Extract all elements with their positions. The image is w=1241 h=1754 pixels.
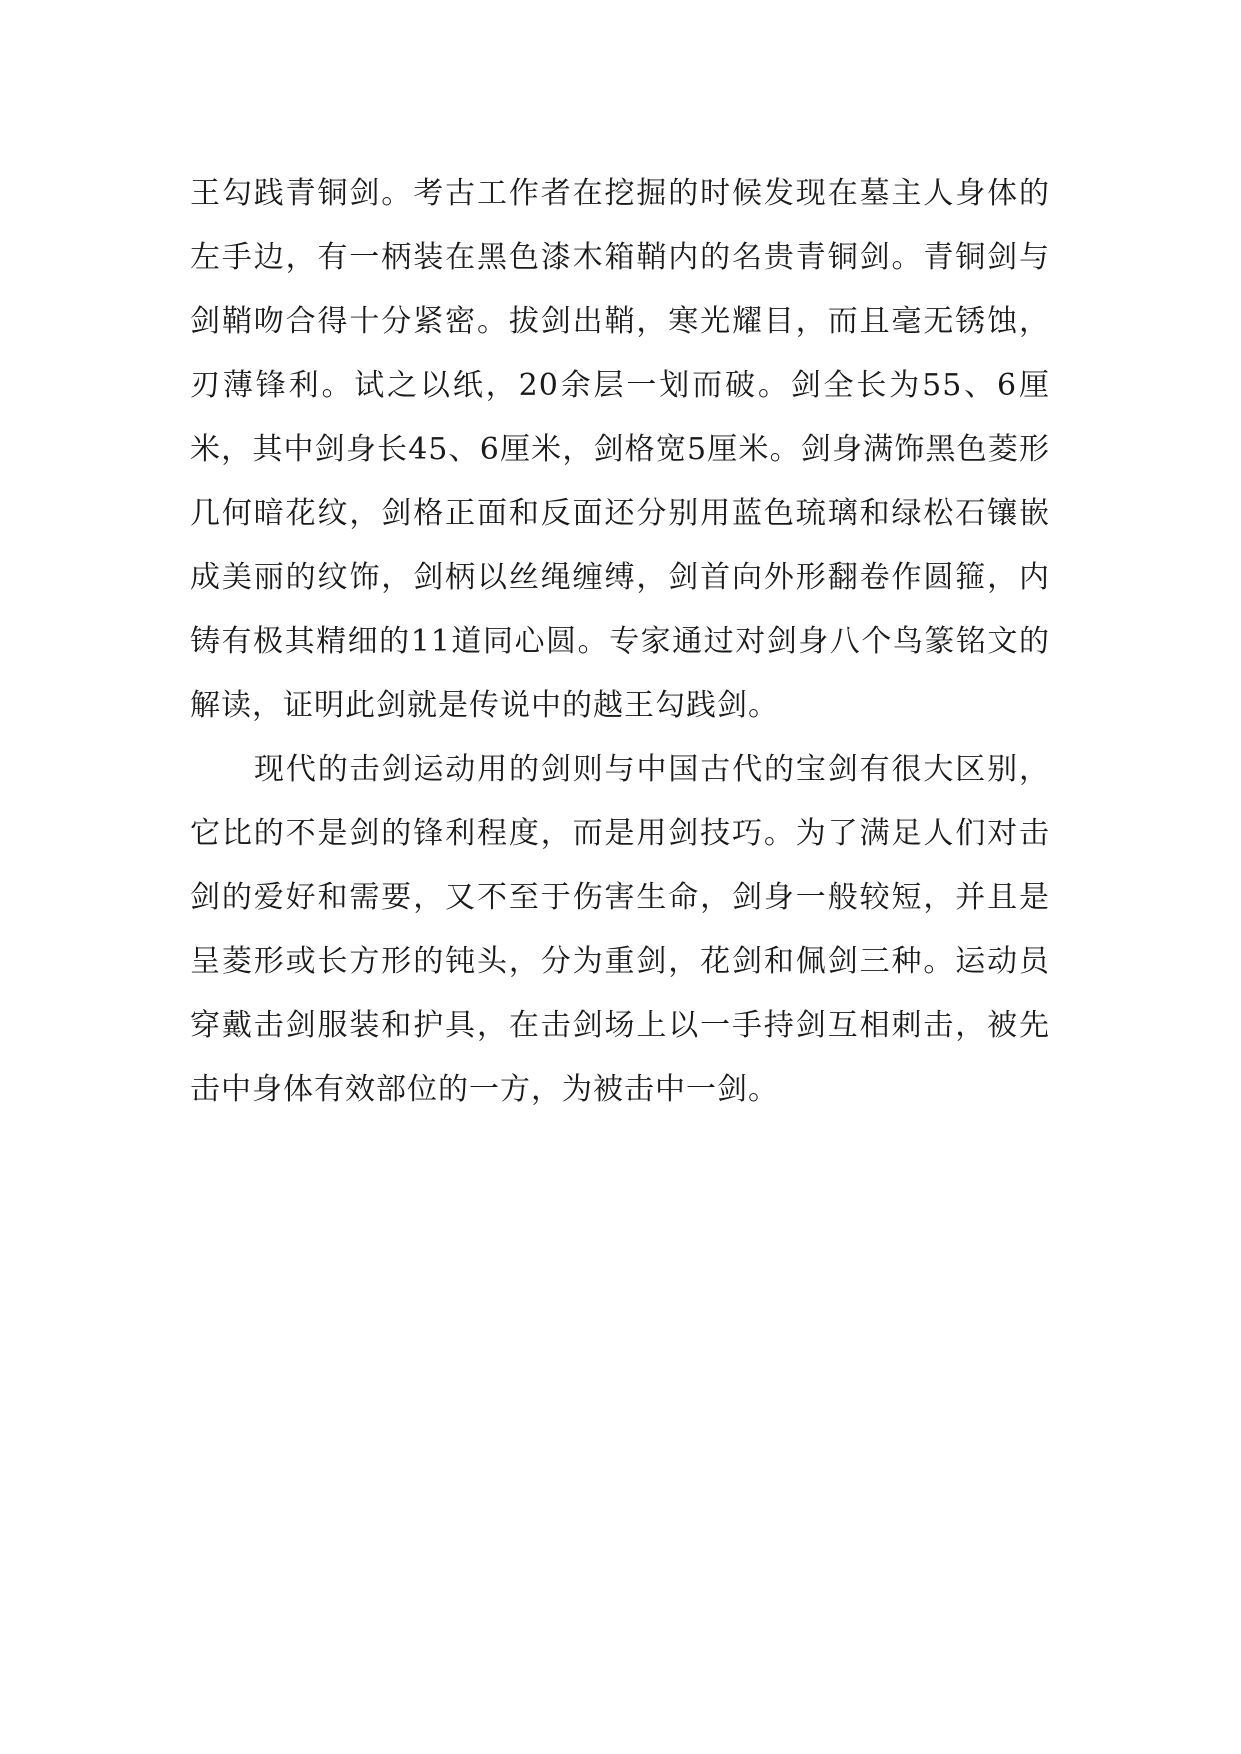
document-body [190,162,1050,1122]
paragraph-continuation: 王勾践青铜剑。考古工作者在挖掘的时候发现在墓主人身体的左手边，有一柄装在黑色漆木箱鞘内的名贵青铜剑。青铜剑与剑鞘吻合得十分紧密。拔剑出鞘，寒光耀目，而且毫无锈蚀，刃薄锋利。试之以纸，20余层一划而破。剑全长为55、6厘米，其中剑身长45、6厘米，剑格宽5厘米。剑身满饰黑色菱形几何暗花纹，剑格正面和反面还分别用蓝色琉璃和绿松石镶嵌成美丽的纹饰，剑柄以丝绳缠缚，剑首向外形翻卷作圆箍，内铸有极其精细的11道同心圆。专家通过对剑身八个鸟篆铭文的解读，证明此剑就是传说中的越王勾践剑。 [190,176,1050,723]
paragraph-fencing: 现代的击剑运动用的剑则与中国古代的宝剑有很大区别，它比的不是剑的锋利程度，而是用剑技巧。为了满足人们对击剑的爱好和需要，又不至于伤害生命，剑身一般较短，并且是呈菱形或长方形的钝头，分为重剑，花剑和佩剑三种。运动员穿戴击剑服装和护具，在击剑场上以一手持剑互相刺击，被先击中身体有效部位的一方，为被击中一剑。 [190,752,1050,1107]
